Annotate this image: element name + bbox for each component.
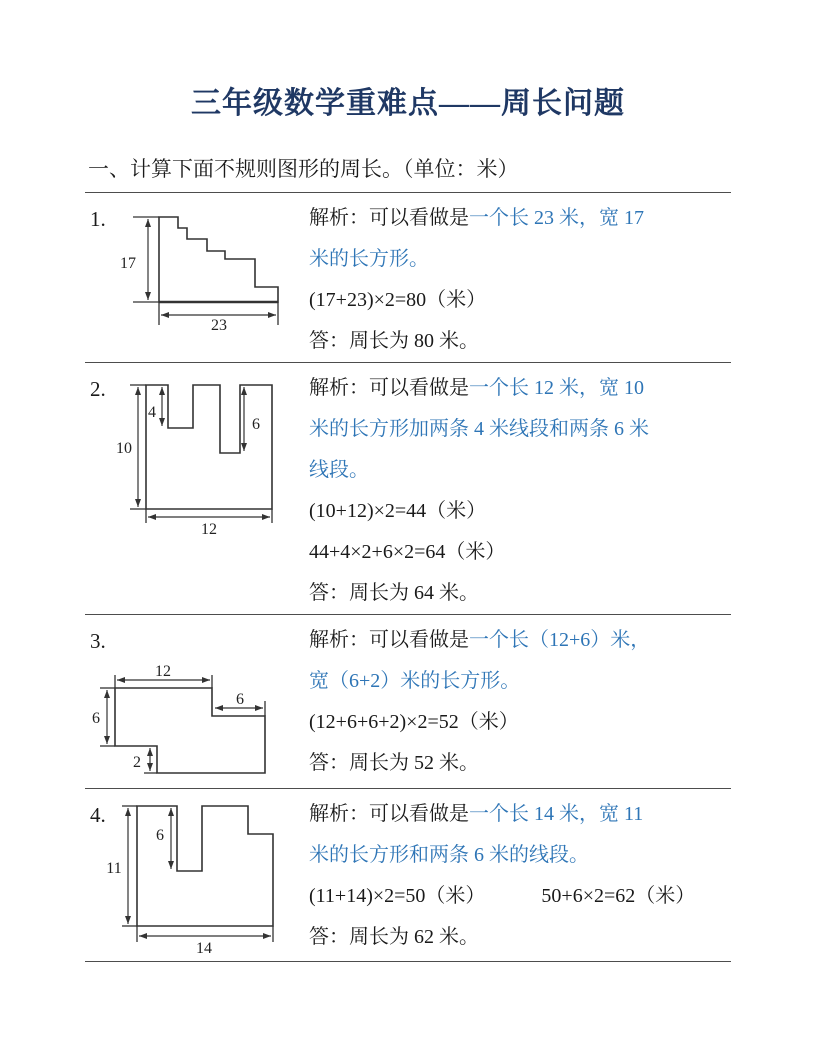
problem-figure xyxy=(88,663,283,788)
solution-cell xyxy=(309,198,731,362)
text-segment: 答：周长为 64 米。 xyxy=(309,582,479,604)
solution-line xyxy=(309,198,731,239)
text-segment: 解析：可以看做是 xyxy=(309,629,469,651)
solution-line xyxy=(309,743,731,784)
problem-figure xyxy=(115,376,300,539)
dimension-label: 4 xyxy=(148,404,156,421)
dimension-label: 6 xyxy=(92,710,100,727)
dimension-label: 6 xyxy=(156,827,164,844)
solution-line xyxy=(309,702,731,743)
text-segment: (17+23)×2=80（米） xyxy=(309,289,487,311)
text-segment: 解析：可以看做是 xyxy=(309,803,469,825)
text-segment: 50+6×2=62（米） xyxy=(541,885,696,907)
dimension-label: 12 xyxy=(155,663,171,680)
solution-line xyxy=(309,409,731,450)
solution-line xyxy=(309,794,731,835)
solution-line xyxy=(309,876,731,917)
figure-shape xyxy=(137,806,273,926)
dimension-label: 12 xyxy=(201,521,217,538)
problem-figure xyxy=(115,204,305,337)
solution-line xyxy=(309,917,731,958)
text-segment: 答：周长为 52 米。 xyxy=(309,752,479,774)
dimension-label: 10 xyxy=(116,440,132,457)
problem-number: 1. xyxy=(90,207,106,231)
dimension-label: 6 xyxy=(252,416,260,433)
problem-number: 3. xyxy=(90,629,106,653)
dimension-label: 14 xyxy=(196,940,212,957)
solution-cell xyxy=(309,368,731,614)
text-segment: 答：周长为 80 米。 xyxy=(309,330,479,352)
solution-line xyxy=(309,661,731,702)
solution-cell xyxy=(309,620,731,788)
solution-cell xyxy=(309,794,731,961)
text-segment: 米的长方形。 xyxy=(309,248,429,270)
text-segment: 米的长方形加两条 4 米线段和两条 6 米 xyxy=(309,418,649,440)
dimension-label: 6 xyxy=(236,691,244,708)
dimension-label: 17 xyxy=(120,255,136,272)
problem-number: 4. xyxy=(90,803,106,827)
figure-shape xyxy=(159,217,278,302)
text-segment: 线段。 xyxy=(309,459,369,481)
text-segment: 44+4×2+6×2=64（米） xyxy=(309,541,506,563)
solution-line xyxy=(309,532,731,573)
figure-shape xyxy=(146,385,272,509)
solution-line xyxy=(309,368,731,409)
solution-line xyxy=(309,835,731,876)
dimension-label: 11 xyxy=(106,860,122,877)
text-segment: 解析：可以看做是 xyxy=(309,207,469,229)
text-segment: 一个长 12 米，宽 10 xyxy=(469,377,644,399)
problem-row xyxy=(85,192,731,362)
problem-row xyxy=(85,788,731,961)
section-heading: 一、计算下面不规则图形的周长。（单位：米） xyxy=(88,157,519,181)
figure-cell xyxy=(85,620,309,788)
figure-cell xyxy=(85,198,309,362)
solution-line xyxy=(309,450,731,491)
problem-row xyxy=(85,614,731,788)
text-segment: 一个长 14 米，宽 11 xyxy=(469,803,644,825)
text-segment: (11+14)×2=50（米） xyxy=(309,885,486,907)
text-segment: 答：周长为 62 米。 xyxy=(309,926,479,948)
text-segment: (10+12)×2=44（米） xyxy=(309,500,487,522)
solution-line xyxy=(309,491,731,532)
dimension-label: 23 xyxy=(211,317,227,334)
page-title: 三年级数学重难点——周长问题 xyxy=(191,87,625,120)
text-segment: 宽（6+2）米的长方形。 xyxy=(309,670,521,692)
problems-table xyxy=(85,192,731,962)
solution-line xyxy=(309,321,731,362)
problem-row xyxy=(85,362,731,614)
figure-cell xyxy=(85,794,309,961)
solution-line xyxy=(309,620,731,661)
figure-cell xyxy=(85,368,309,614)
problem-figure xyxy=(105,801,290,961)
dimension-label: 2 xyxy=(133,754,141,771)
solution-line xyxy=(309,239,731,280)
solution-line xyxy=(309,280,731,321)
text-segment: 一个长（12+6）米， xyxy=(469,629,651,651)
text-segment: 解析：可以看做是 xyxy=(309,377,469,399)
problem-number: 2. xyxy=(90,377,106,401)
solution-line xyxy=(309,573,731,614)
text-segment: (12+6+6+2)×2=52（米） xyxy=(309,711,519,733)
text-segment: 米的长方形和两条 6 米的线段。 xyxy=(309,844,589,866)
text-segment: 一个长 23 米，宽 17 xyxy=(469,207,644,229)
